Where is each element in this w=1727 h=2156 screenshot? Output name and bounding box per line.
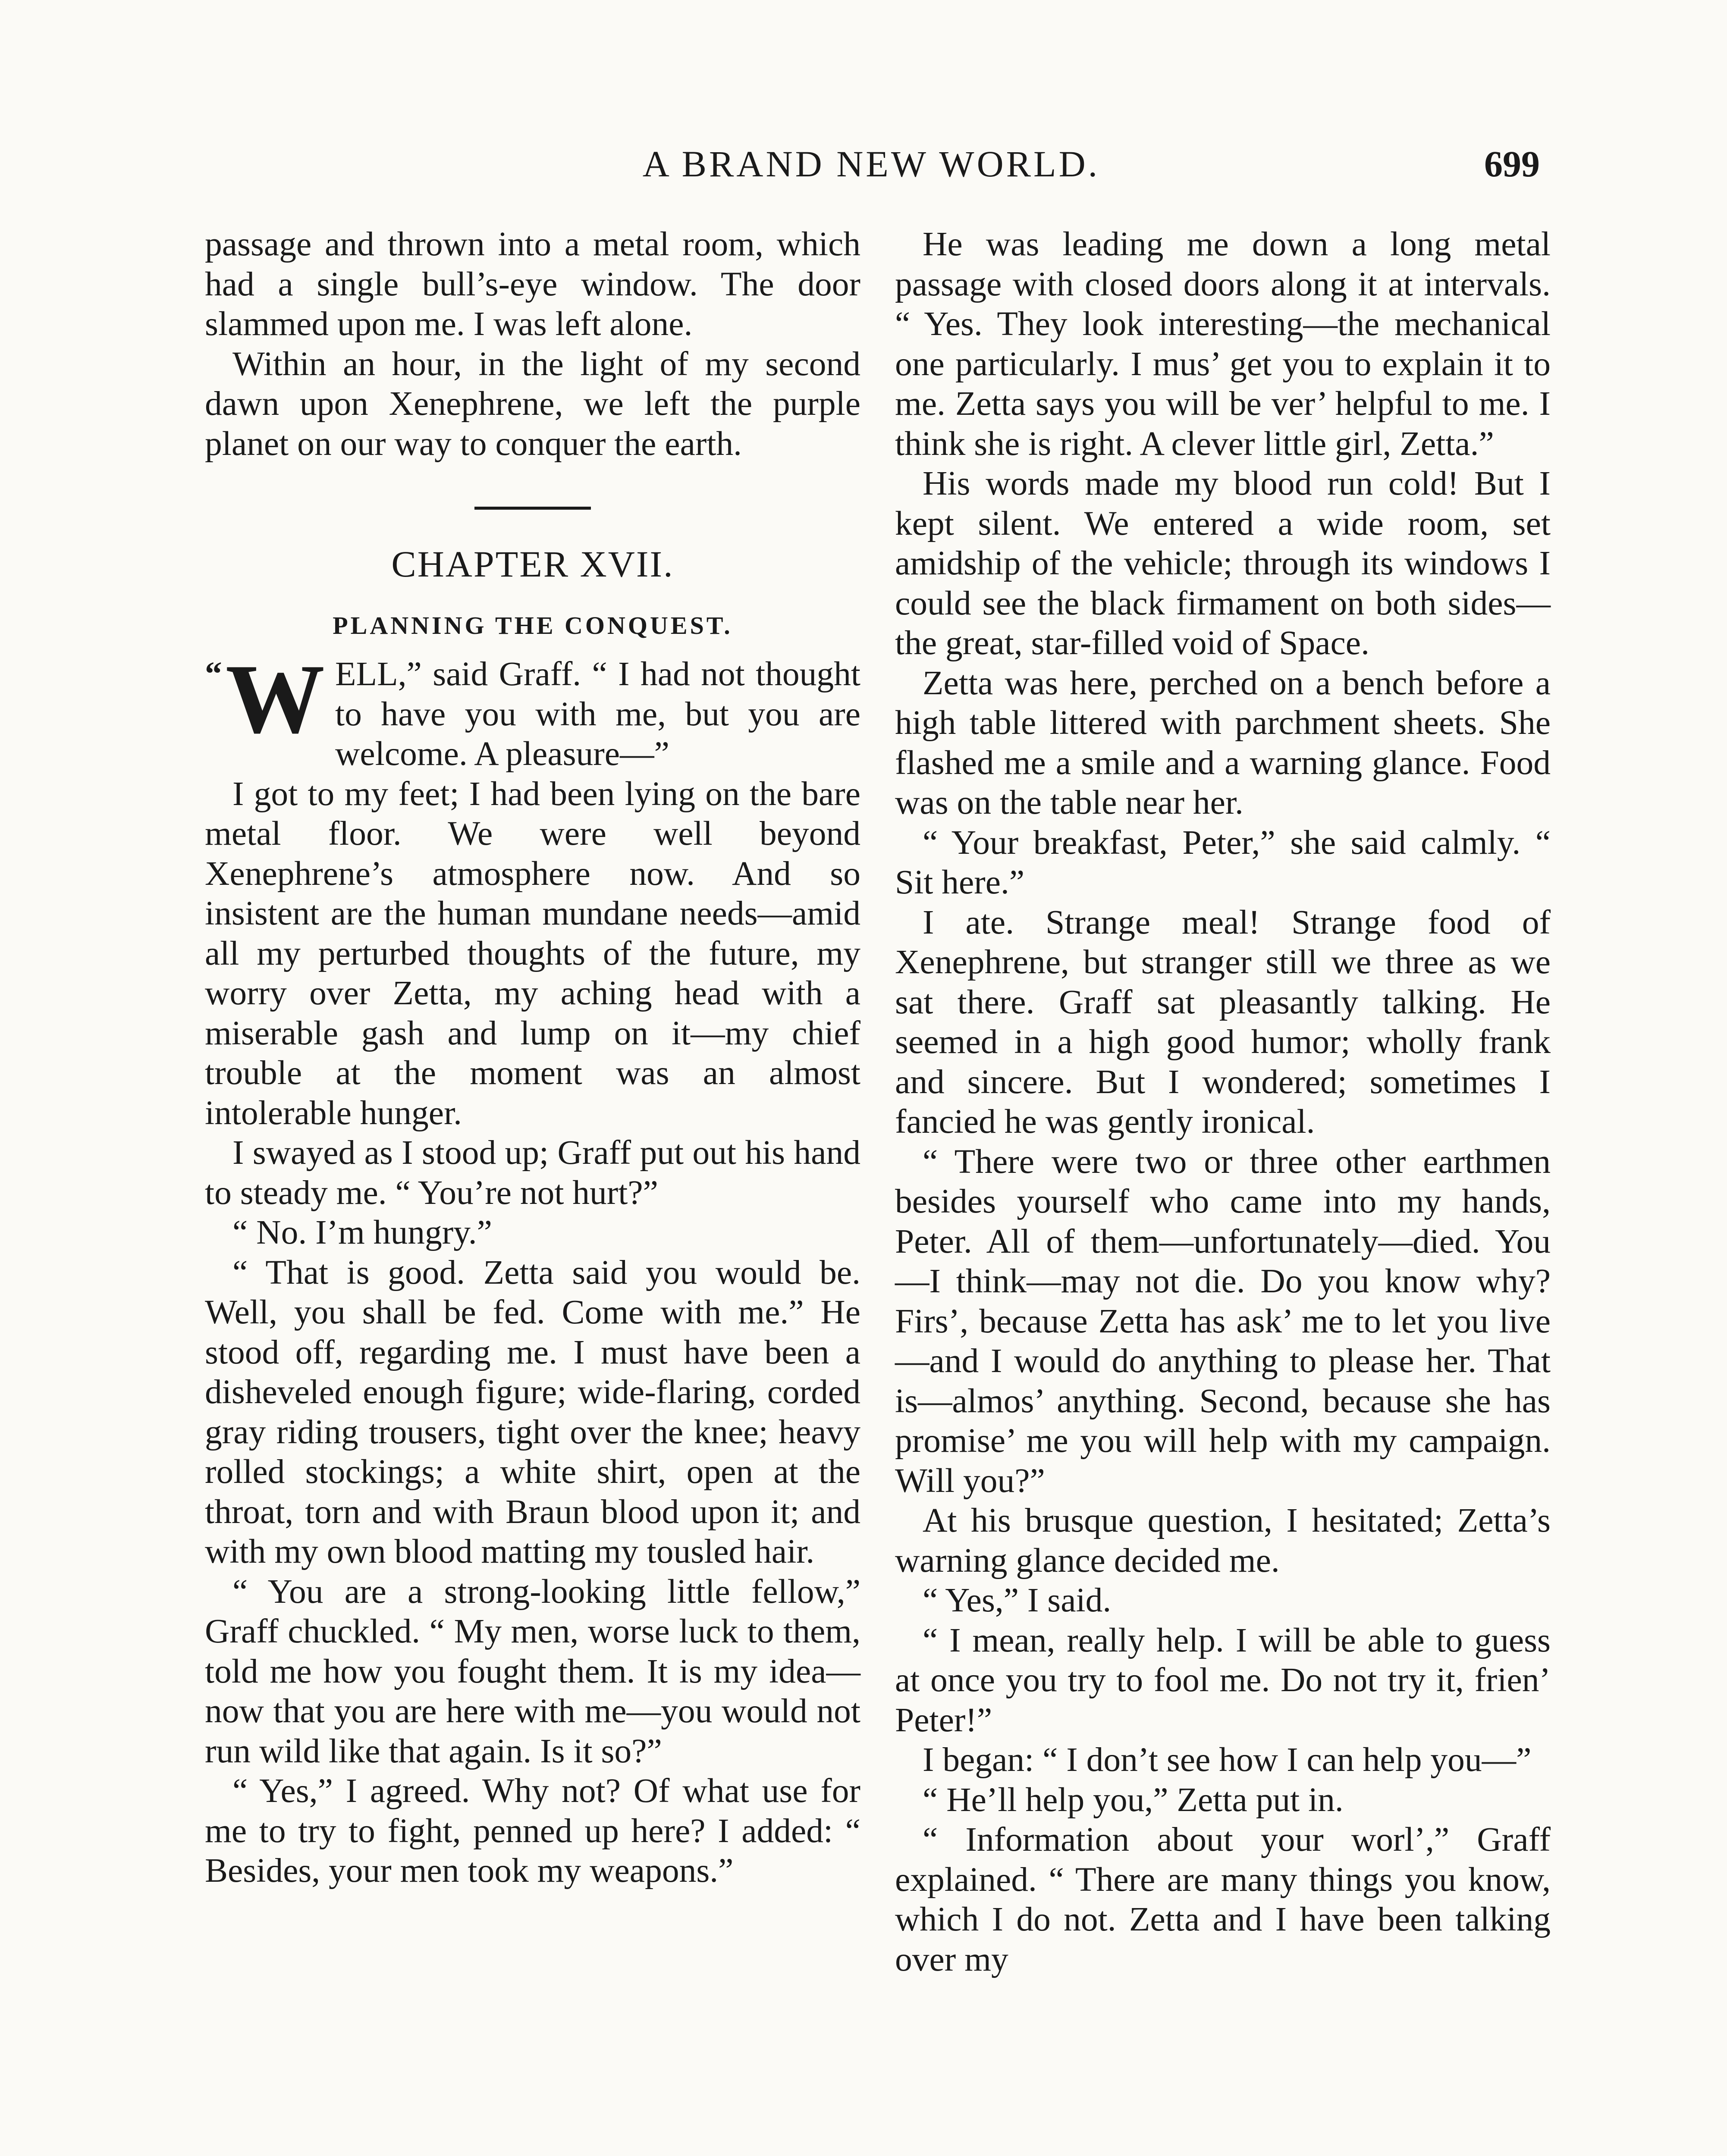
right-column	[895, 224, 1551, 1979]
paragraph: “ You are a strong-looking little fellow,” Graff chuckled. “ My men, worse luck to them, told me how you fought them. It is my idea—now that you are here with me—you would not run wild like that again. Is it so?”	[205, 1572, 860, 1770]
paragraph: I got to my feet; I had been lying on the bare metal floor. We were well beyond Xenephrene’s atmosphere now. And so insistent are the human mundane needs—amid all my perturbed thoughts of the future, my worry over Zetta, my aching head with a miserable gash and lump on it—my chief trouble at the moment was an almost intolerable hunger.	[205, 774, 860, 1132]
paragraph: I began: “ I don’t see how I can help you—”	[923, 1741, 1532, 1779]
paragraph: “ I mean, really help. I will be able to guess at once you try to fool me. Do not try it, frien’ Peter!”	[895, 1621, 1551, 1739]
paragraph: He was leading me down a long metal passage with closed doors along it at intervals. “ Yes. They look interesting—the mechanical one particularly. I mus’ get you to explain it to me. Zetta says you will be ver’ helpful to me. I think she is right. A clever little girl, Zetta.”	[895, 225, 1551, 463]
running-title: A BRAND NEW WORLD.	[642, 143, 1100, 185]
paragraph: At his brusque question, I hesitated; Zetta’s warning glance decided me.	[895, 1501, 1551, 1579]
paragraph: “ There were two or three other earthmen besides yourself who came into my hands, Peter. All of them—unfortunately—died. You—I think—may not die. Do you know why? Firs’, because Zetta has ask’ me to let you live—and I would do anything to please her. That is—almos’ anything. Second, because she has promise’ me you will help with my campaign. Will you?”	[895, 1142, 1551, 1500]
paragraph: Zetta was here, perched on a bench before a high table littered with parchment sheets. She flashed me a smile and a warning glance. Food was on the table near her.	[895, 664, 1551, 821]
paragraph: His words made my blood run cold! But I kept silent. We entered a wide room, set amidship of the vehicle; through its windows I could see the black firmament on both sides—the great, star-filled void of Space.	[895, 464, 1551, 662]
dropcap-open-quote: “	[205, 655, 222, 693]
section-divider	[474, 507, 591, 510]
left-column	[205, 224, 860, 1891]
paragraph: “ No. I’m hungry.”	[232, 1213, 492, 1251]
opening-text: ELL,” said Graff. “ I had not thought to have you with me, but you are welcome. A pleasure—”	[335, 655, 860, 773]
paragraph: Within an hour, in the light of my second dawn upon Xenephrene, we left the purple planet on our way to conquer the earth.	[205, 345, 860, 463]
chapter-subtitle: PLANNING THE CONQUEST.	[333, 611, 733, 639]
page-number: 699	[1484, 143, 1540, 185]
paragraph: “ Yes,” I agreed. Why not? Of what use for me to try to fight, penned up here? I added: “ Besides, your men took my weapons.”	[205, 1772, 860, 1890]
paragraph: “ Information about your worl’,” Graff explained. “ There are many things you know, which I do not. Zetta and I have been talking over my	[895, 1821, 1551, 1978]
drop-cap: W	[226, 644, 325, 754]
paragraph: I swayed as I stood up; Graff put out his hand to steady me. “ You’re not hurt?”	[205, 1134, 860, 1212]
paragraph: “ Your breakfast, Peter,” she said calmly. “ Sit here.”	[895, 823, 1551, 901]
paragraph: passage and thrown into a metal room, which had a single bull’s-eye window. The door slammed upon me. I was left alone.	[205, 225, 860, 343]
running-head	[203, 142, 1540, 194]
opening-paragraph	[205, 644, 860, 774]
paragraph: “ That is good. Zetta said you would be. Well, you shall be fed. Come with me.” He stood off, regarding me. I must have been a disheveled enough figure; wide-flaring, corded gray riding trousers, tight over the knee; heavy rolled stockings; a white shirt, open at the throat, torn and with Braun blood upon it; and with my own blood matting my tousled hair.	[205, 1253, 860, 1570]
paragraph: I ate. Strange meal! Strange food of Xenephrene, but stranger still we three as we sat there. Graff sat pleasantly talking. He seemed in a high good humor; wholly frank and sincere. But I wondered; sometimes I fancied he was gently ironical.	[895, 903, 1551, 1141]
paragraph: “ He’ll help you,” Zetta put in.	[923, 1780, 1344, 1819]
chapter-title: CHAPTER XVII.	[391, 543, 674, 585]
paragraph: “ Yes,” I said.	[923, 1581, 1112, 1619]
